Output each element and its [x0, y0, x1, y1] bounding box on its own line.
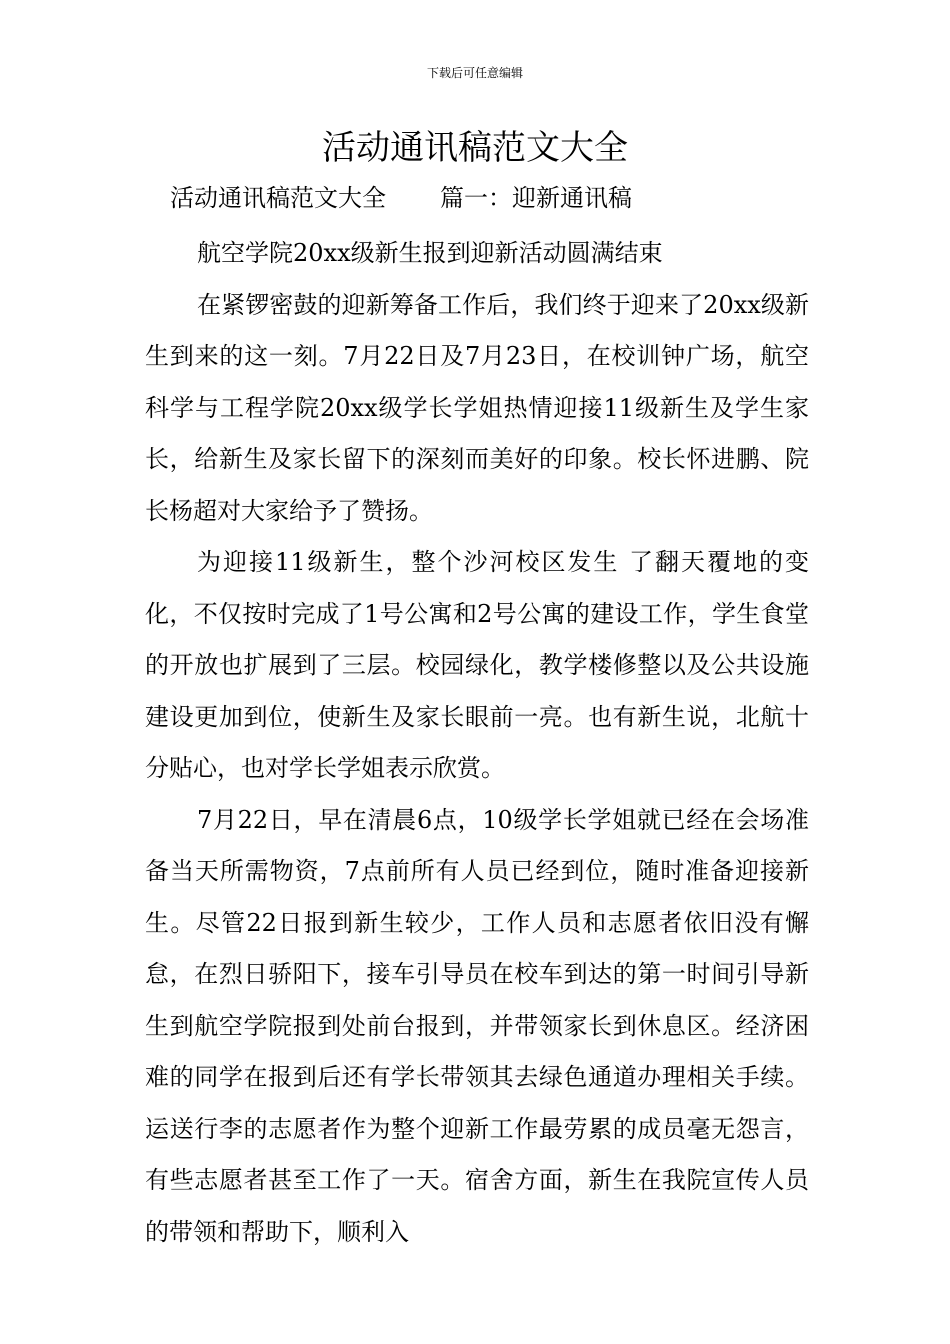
subtitle-left: 活动通讯稿范文大全: [170, 184, 386, 212]
subtitle-right: 篇一：迎新通讯稿: [440, 184, 632, 212]
article-body: [145, 228, 809, 1258]
paragraph: 为迎接11级新生，整个沙河校区发生 了翻天覆地的变化，不仅按时完成了1号公寓和2号公寓的建设工作，学生食堂的开放也扩展到了三层。校园绿化，教学楼修整以及公共设施建设更加到位，使新生及家长眼前一亮。也有新生说，北航十分贴心，也对学长学姐表示欣赏。: [145, 548, 809, 782]
document-title: 活动通讯稿范文大全: [322, 128, 628, 168]
subtitle-line: [170, 180, 632, 216]
header-note: 下载后可任意编辑: [426, 66, 523, 80]
paragraph: 7月22日，早在清晨6点，10级学长学姐就已经在会场准备当天所需物资，7点前所有人员已经到位，随时准备迎接新生。尽管22日报到新生较少，工作人员和志愿者依旧没有懈怠，在烈日骄阳下，接车引导员在校车到达的第一时间引导新生到航空学院报到处前台报到，并带领家长到休息区。经济困难的同学在报到后还有学长带领其去绿色通道办理相关手续。运送行李的志愿者作为整个迎新工作最劳累的成员毫无怨言，有些志愿者甚至工作了一天。宿舍方面，新生在我院宣传人员的带领和帮助下，顺利入: [145, 805, 809, 1246]
article-headline: 航空学院20xx级新生报到迎新活动圆满结束: [197, 239, 663, 267]
paragraph: 在紧锣密鼓的迎新筹备工作后，我们终于迎来了20xx级新生到来的这一刻。7月22日及7月23日，在校训钟广场，航空科学与工程学院20xx级学长学姐热情迎接11级新生及学生家长，给新生及家长留下的深刻而美好的印象。校长怀进鹏、院长杨超对大家给予了赞扬。: [145, 290, 809, 525]
